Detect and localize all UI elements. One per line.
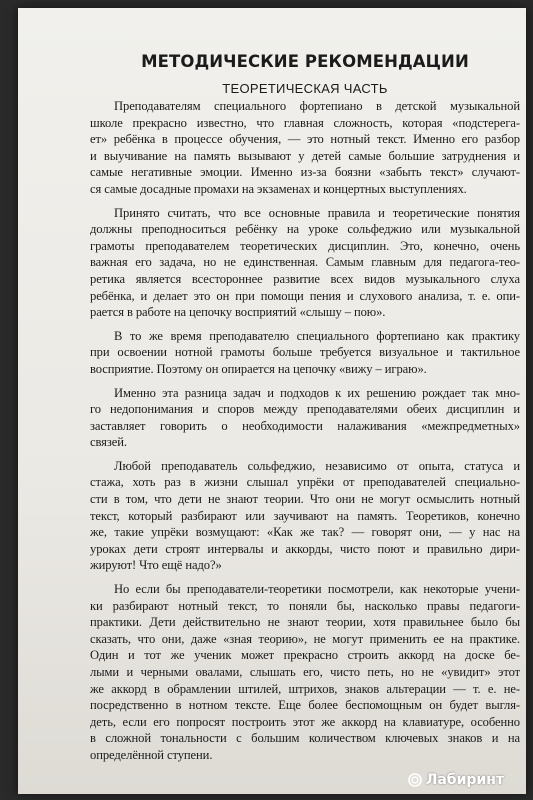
- text-line: текст, который разбирают или заучивают на память. Теоретиков, конечно: [90, 508, 520, 523]
- text-line: практики. Дети действительно не знают теории, хотя правильнее было бы: [90, 615, 520, 630]
- text-line: грамоты преподавателем теоретических дисциплин. Это, конечно, очень: [90, 238, 520, 253]
- text-line: самые негативные эмоции. Именно из-за боязни «забыть текст» случают-: [90, 165, 520, 180]
- text-line: Принято считать, что все основные правила и теоретические понятия: [114, 205, 520, 220]
- text-line: восприятие. Поэтому он опирается на цепочку «вижу – играю».: [90, 361, 427, 376]
- paragraph-gap: [90, 574, 520, 581]
- page-title: МЕТОДИЧЕСКИЕ РЕКОМЕНДАЦИИ: [141, 52, 469, 71]
- text-line: жируют! Что ещё надо?»: [90, 558, 222, 573]
- watermark-text: Лабиринт: [425, 772, 504, 788]
- text-line: ребёнка, и делает это он при помощи пения и слухового анализа, т. е. опи-: [90, 288, 520, 303]
- paragraph: [90, 328, 520, 378]
- paragraph: [90, 205, 520, 321]
- text-line: сказать, что они, даже «зная теорию», не могут применить ее на практике.: [90, 631, 520, 646]
- watermark-logo: [408, 772, 504, 788]
- text-line: Любой преподаватель сольфеджио, независимо от опыта, статуса и: [114, 458, 520, 473]
- text-line: же, такие упрёки возмущают: «Как же так? — говорят они, — у нас на: [90, 525, 520, 540]
- labyrinth-icon: [408, 773, 422, 787]
- text-line: Именно эта разница задач и подходов к их решению рождает так мно-: [114, 385, 520, 400]
- paragraph: [90, 581, 520, 764]
- text-line: В то же время преподавателю специального фортепиано как практику: [114, 328, 520, 343]
- text-line: уроках дети строят интервалы и аккорды, чисто поют и правильно дири-: [90, 541, 520, 556]
- text-line: важная его задача, но не единственная. Самым главным для педагога-тео-: [90, 255, 520, 270]
- text-line: сти в том, что дети не знают теории. Что они не могут осмыслить нотный: [90, 492, 520, 507]
- page-content: [90, 52, 520, 764]
- text-line: ет» ребёнка в процессе обучения, — это нотный текст. Именно его разбор: [90, 132, 520, 147]
- text-line: связей.: [90, 435, 127, 450]
- section-subtitle: ТЕОРЕТИЧЕСКАЯ ЧАСТЬ: [222, 81, 388, 96]
- text-line: ки разбирают нотный текст, то поняли бы, насколько правы педагоги-: [90, 598, 520, 613]
- text-line: стажа, хоть раз в жизни слышал упрёки от преподавателей специально-: [90, 475, 520, 490]
- text-line: же аккорд в обрамлении штилей, штрихов, знаков альтерации — т. е. не-: [90, 681, 520, 696]
- text-line: ся самые досадные промахи на экзаменах и концертных выступлениях.: [90, 181, 467, 196]
- text-line: Но если бы преподаватели-теоретики посмотрели, как некоторые учени-: [114, 582, 520, 597]
- paragraph-gap: [90, 321, 520, 328]
- body-text: [90, 98, 520, 764]
- text-line: посредственно в нотном тексте. Еще более беспомощным он будет выгля-: [90, 698, 520, 713]
- text-line: лыми и черными овалами, слышать его, чисто петь, но не «увидит» этот: [90, 665, 520, 679]
- text-line: Преподавателям специального фортепиано в детской музыкальной: [114, 99, 520, 113]
- text-line: Один и тот же ученик может прекрасно строить аккорд на доске бе-: [90, 648, 520, 663]
- paragraph: [90, 385, 520, 451]
- text-line: заставляет говорить о необходимости налаживания «межпредметных»: [90, 418, 520, 433]
- text-line: деть, если его попросят построить этот же аккорд на клавиатуре, особенно: [90, 714, 520, 729]
- paragraph-gap: [90, 198, 520, 205]
- text-line: определённой ступени.: [90, 747, 213, 762]
- paragraph-gap: [90, 378, 520, 385]
- paragraph: [90, 98, 520, 198]
- book-page: [18, 8, 526, 794]
- text-line: должны преподноситься ребёнку на уроке сольфеджио или музыкальной: [90, 222, 520, 237]
- text-line: рается в работе на цепочку восприятий «слышу – пою».: [90, 305, 386, 320]
- paragraph-gap: [90, 451, 520, 458]
- paragraph: [90, 458, 520, 574]
- text-line: школе прекрасно известно, что главная сложность, которая «подстерега-: [90, 115, 520, 130]
- text-line: го недопонимания и споров между преподавателями обеих дисциплин и: [90, 402, 520, 417]
- text-line: в сложной тональности с большим количеством ключевых знаков и на: [90, 731, 520, 746]
- text-line: при освоении нотной грамоты больше требуется визуальное и тактильное: [90, 345, 520, 360]
- text-line: и выучивание на память вызывают у детей самые большие затруднения и: [90, 148, 520, 163]
- text-line: ретика является всестороннее развитие всех видов музыкального слуха: [90, 271, 520, 286]
